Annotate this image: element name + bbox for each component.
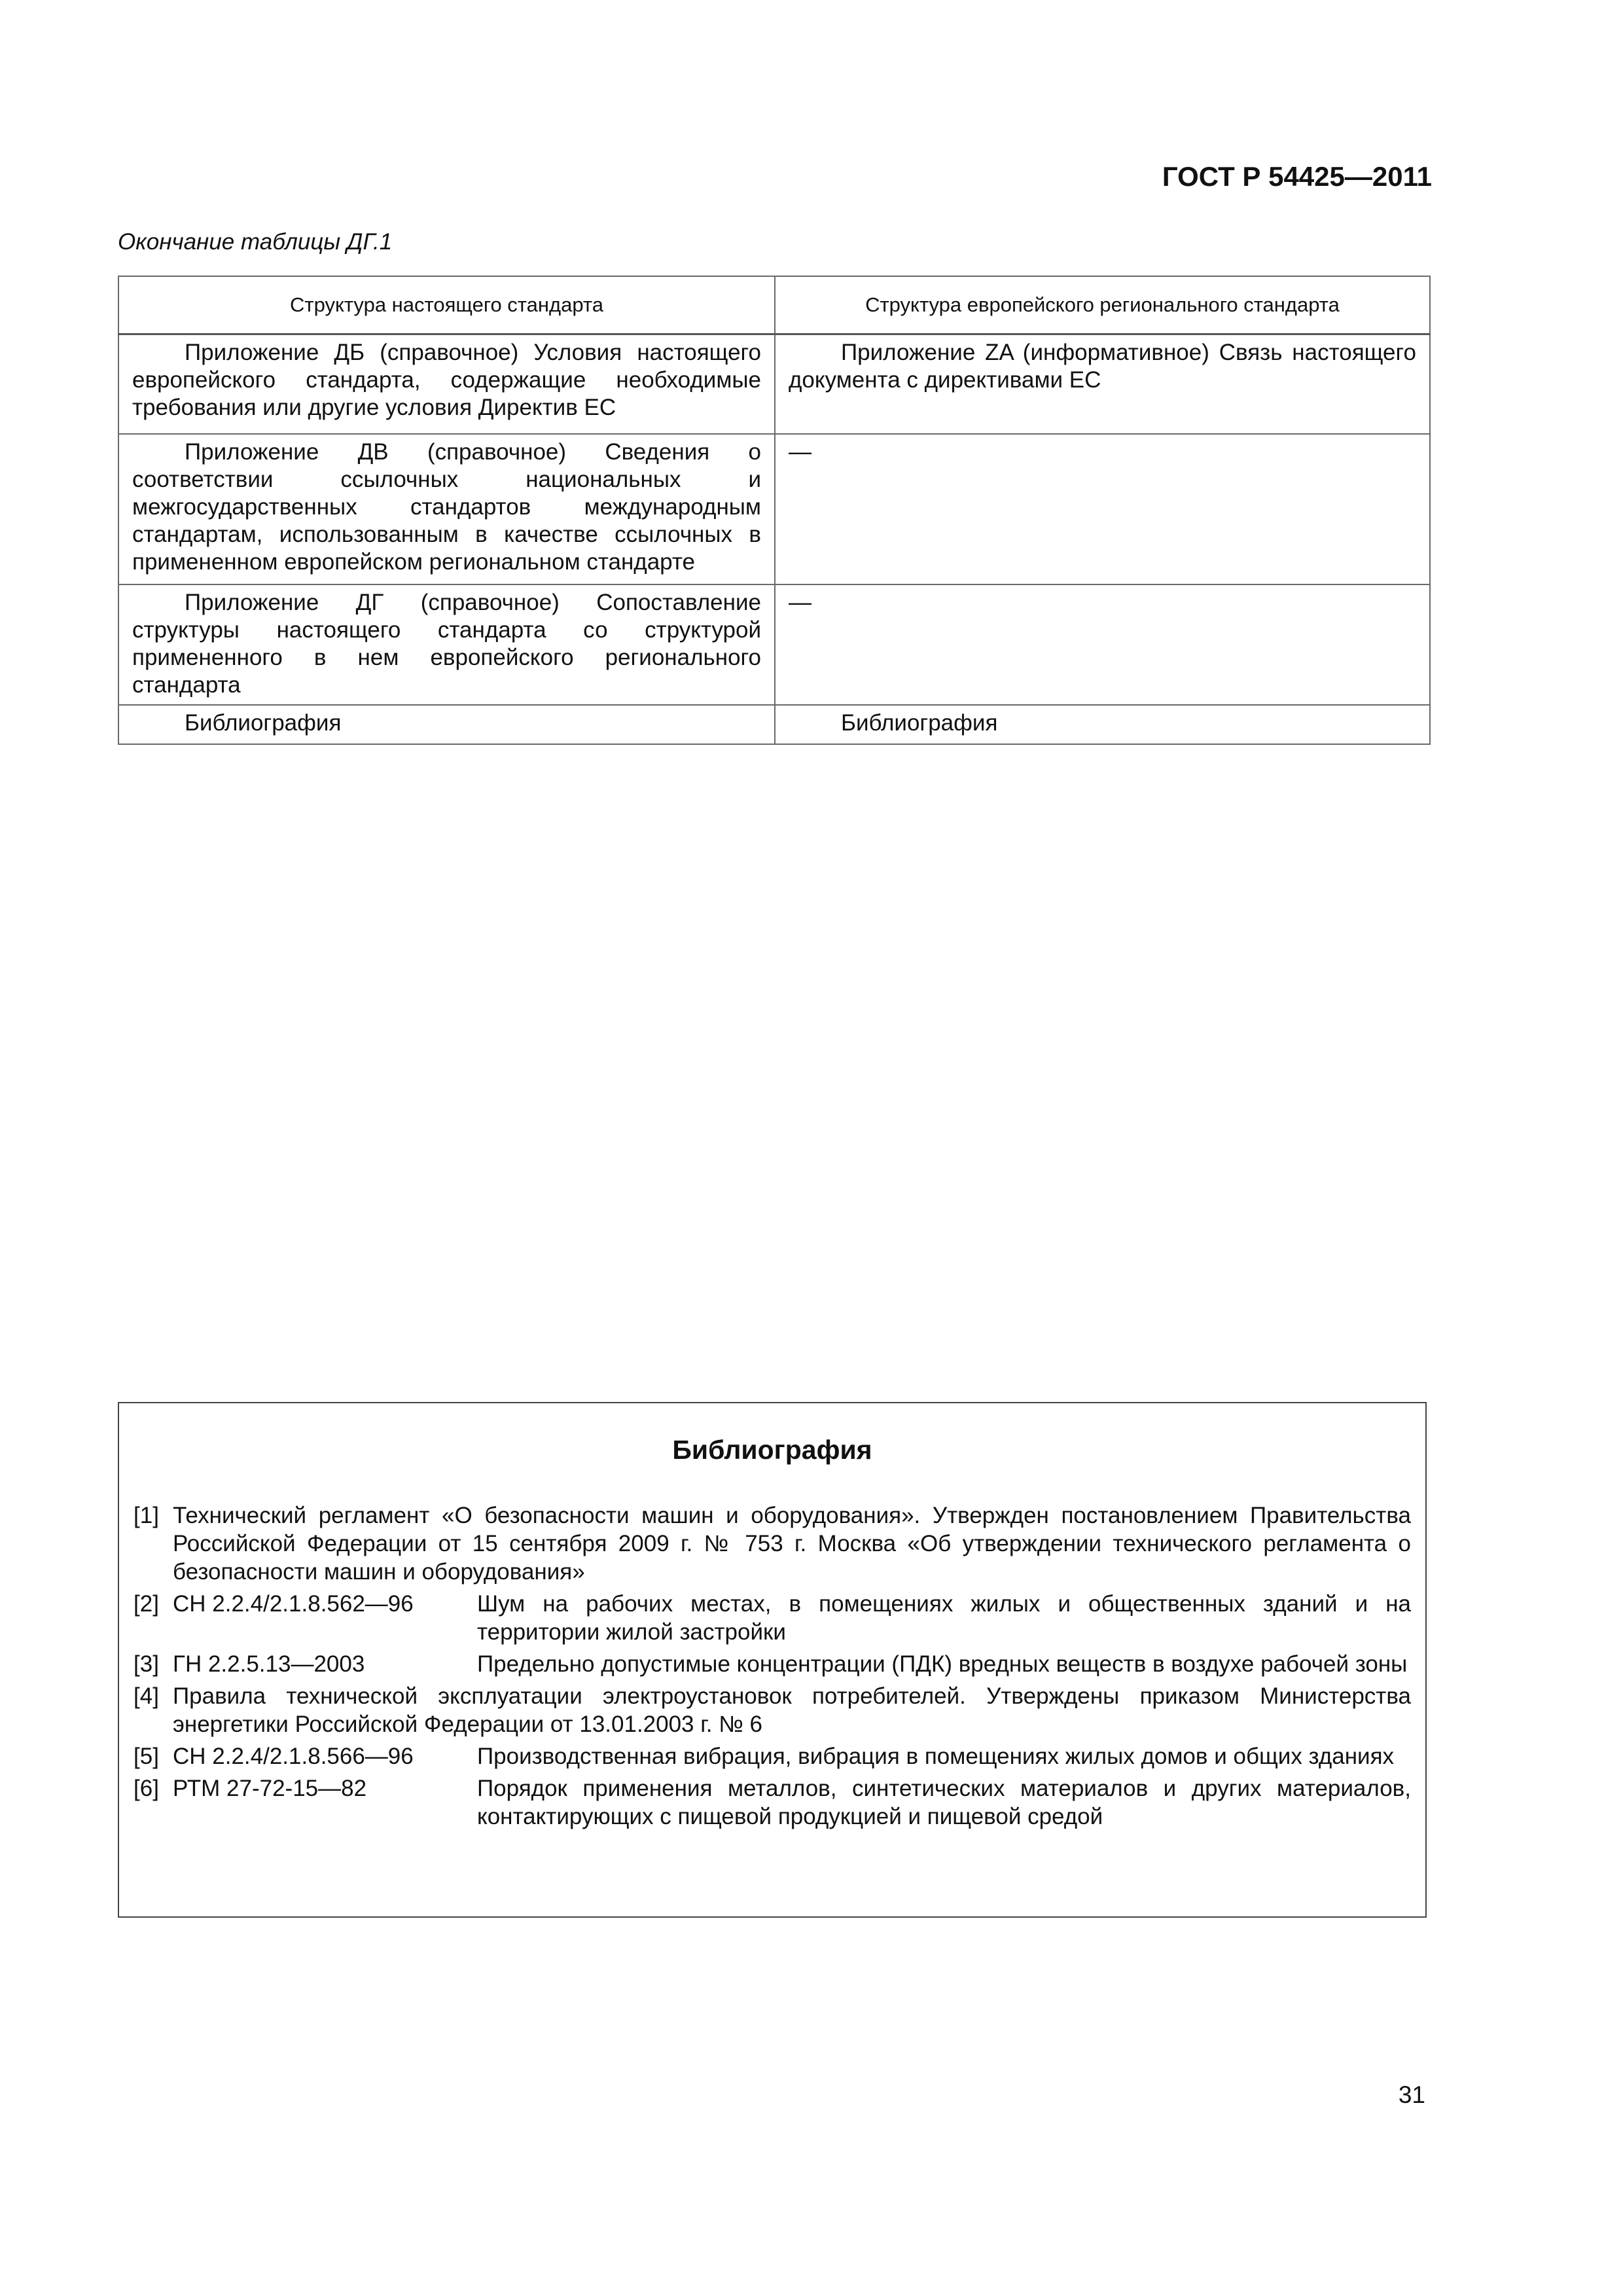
cell-text: Библиография bbox=[841, 710, 998, 736]
cell-text: Приложение ZA (информативное) Связь настоящего документа с директивами ЕС bbox=[789, 340, 1416, 393]
ref-number: [2] bbox=[134, 1591, 159, 1617]
cell-text: Приложение ДБ (справочное) Условия настоящего европейского стандарта, содержащие необходимые требования или другие условия Директив ЕС bbox=[132, 340, 761, 420]
ref-code: СН 2.2.4/2.1.8.566—96 bbox=[173, 1744, 414, 1769]
cell-text: Библиография bbox=[185, 710, 342, 736]
dash-mark: — bbox=[789, 590, 812, 615]
ref-code: РТМ 27-72-15—82 bbox=[173, 1776, 367, 1801]
ref-code: СН 2.2.4/2.1.8.562—96 bbox=[173, 1591, 414, 1617]
ref-text: Порядок применения металлов, синтетических материалов и других материалов, контактирующих с пищевой продукцией и пищевой средой bbox=[477, 1776, 1411, 1829]
ref-text: Правила технической эксплуатации электроустановок потребителей. Утверждены приказом Министерства энергетики Российской Федерации от 13.01.2003 г. № 6 bbox=[173, 1683, 1411, 1737]
ref-number: [4] bbox=[134, 1683, 159, 1709]
table-row bbox=[118, 434, 1430, 584]
bibliography-item bbox=[134, 1774, 1411, 1831]
ref-text: Производственная вибрация, вибрация в помещениях жилых домов и общих зданиях bbox=[477, 1744, 1395, 1769]
cell-text: Приложение ДВ (справочное) Сведения о соответствии ссылочных национальных и межгосударственных стандартов международным стандартам, использованным в качестве ссылочных в примененном европейском региональном стандарте bbox=[132, 439, 761, 575]
cell-text: Приложение ДГ (справочное) Сопоставление структуры настоящего стандарта со структурой примененного в нем европейского регионального стандарта bbox=[132, 590, 761, 698]
bibliography-item bbox=[134, 1742, 1411, 1770]
column-header-national: Структура настоящего стандарта bbox=[118, 276, 775, 334]
column-header-european: Структура европейского регионального стандарта bbox=[775, 276, 1430, 334]
table-row bbox=[118, 584, 1430, 705]
ref-code: ГН 2.2.5.13—2003 bbox=[173, 1651, 365, 1677]
table-cell bbox=[775, 584, 1430, 705]
bibliography-item bbox=[134, 1650, 1411, 1678]
dash-mark: — bbox=[789, 439, 812, 465]
ref-text: Предельно допустимые концентрации (ПДК) вредных веществ в воздухе рабочей зоны bbox=[477, 1651, 1408, 1677]
ref-number: [1] bbox=[134, 1503, 159, 1528]
table-row bbox=[118, 705, 1430, 744]
table-cell bbox=[775, 334, 1430, 435]
ref-number: [6] bbox=[134, 1776, 159, 1801]
table-cell bbox=[118, 584, 775, 705]
bibliography-box bbox=[118, 1402, 1427, 1918]
bibliography-list bbox=[134, 1501, 1411, 1835]
table-row bbox=[118, 334, 1430, 435]
bibliography-item bbox=[134, 1501, 1411, 1586]
ref-text: Шум на рабочих местах, в помещениях жилых и общественных зданий и на территории жилой застройки bbox=[477, 1591, 1411, 1645]
table-caption: Окончание таблицы ДГ.1 bbox=[118, 229, 393, 255]
ref-number: [3] bbox=[134, 1651, 159, 1677]
table-cell bbox=[775, 705, 1430, 744]
bibliography-title: Библиография bbox=[672, 1435, 872, 1465]
bibliography-item bbox=[134, 1590, 1411, 1646]
table-cell bbox=[118, 705, 775, 744]
table-cell bbox=[118, 434, 775, 584]
page-number: 31 bbox=[1398, 2081, 1425, 2108]
ref-text: Технический регламент «О безопасности машин и оборудования». Утвержден постановлением Правительства Российской Федерации от 15 сентября 2009 г. № 753 г. Москва «Об утверждении технического регламента о безопасности машин и оборудования» bbox=[173, 1503, 1411, 1585]
bibliography-item bbox=[134, 1682, 1411, 1738]
table-cell bbox=[775, 434, 1430, 584]
document-id: ГОСТ Р 54425—2011 bbox=[1162, 161, 1432, 192]
table-header-row bbox=[118, 276, 1430, 334]
ref-number: [5] bbox=[134, 1744, 159, 1769]
table-cell bbox=[118, 334, 775, 435]
structure-comparison-table bbox=[118, 276, 1431, 745]
